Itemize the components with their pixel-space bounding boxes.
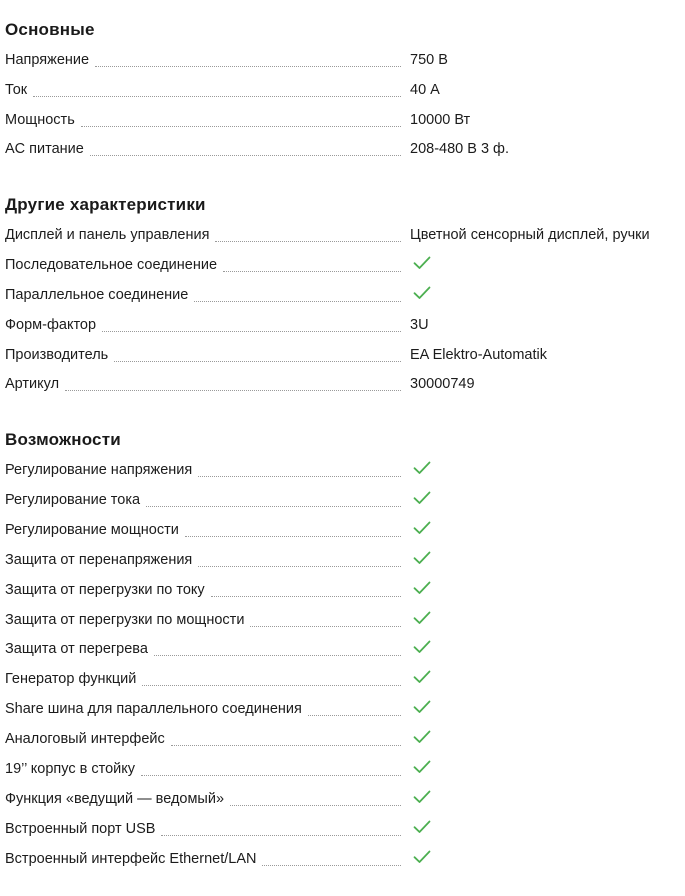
spec-row [5, 818, 680, 840]
dotted-leader [81, 126, 401, 127]
spec-label: Параллельное соединение [5, 287, 189, 303]
check-icon [413, 640, 431, 654]
dotted-leader [223, 271, 401, 272]
spec-label: AC питание [5, 141, 84, 157]
check-icon [413, 670, 431, 684]
spec-row [5, 848, 680, 870]
dotted-leader [33, 96, 401, 97]
spec-row [5, 579, 680, 601]
spec-row [5, 549, 680, 571]
spec-label: Аналоговый интерфейс [5, 731, 165, 747]
spec-value: 208-480 В 3 ф. [410, 141, 509, 157]
spec-row [5, 519, 680, 541]
spec-label: Генератор функций [5, 671, 137, 687]
check-icon [413, 790, 431, 804]
spec-label: Share шина для параллельного соединения [5, 701, 302, 717]
spec-label: Напряжение [5, 52, 90, 68]
dotted-leader [90, 155, 401, 156]
dotted-leader [171, 745, 401, 746]
spec-row [5, 109, 680, 131]
spec-row [5, 79, 680, 101]
dotted-leader [146, 506, 401, 507]
spec-row [5, 49, 680, 71]
spec-label: Регулирование напряжения [5, 462, 193, 478]
spec-value: 30000749 [410, 376, 475, 392]
dotted-leader [198, 476, 401, 477]
spec-row [5, 344, 680, 366]
section-title-other: Другие характеристики [5, 195, 206, 214]
dotted-leader [95, 66, 401, 67]
check-icon [413, 461, 431, 475]
dotted-leader [65, 390, 401, 391]
dotted-leader [161, 835, 401, 836]
dotted-leader [194, 301, 401, 302]
dotted-leader [250, 626, 401, 627]
check-icon [413, 286, 431, 300]
section-title-features: Возможности [5, 430, 121, 449]
spec-value: 3U [410, 317, 429, 333]
check-icon [413, 850, 431, 864]
spec-label: Встроенный порт USB [5, 821, 156, 837]
spec-row [5, 668, 680, 690]
dotted-leader [141, 775, 401, 776]
spec-row [5, 314, 680, 336]
spec-row [5, 698, 680, 720]
dotted-leader [154, 655, 401, 656]
dotted-leader [185, 536, 401, 537]
dotted-leader [211, 596, 401, 597]
spec-label: Защита от перегрева [5, 641, 148, 657]
spec-label: Регулирование тока [5, 492, 141, 508]
spec-label: Встроенный интерфейс Ethernet/LAN [5, 851, 257, 867]
dotted-leader [114, 361, 401, 362]
section-title-basic: Основные [5, 20, 95, 39]
spec-row [5, 254, 680, 276]
check-icon [413, 521, 431, 535]
spec-label: Производитель [5, 347, 109, 363]
spec-label: Дисплей и панель управления [5, 227, 210, 243]
spec-row [5, 638, 680, 660]
spec-value: Цветной сенсорный дисплей, ручки [410, 227, 650, 243]
spec-row [5, 284, 680, 306]
spec-value: EA Elektro-Automatik [410, 347, 547, 363]
spec-label: Форм-фактор [5, 317, 97, 333]
dotted-leader [142, 685, 401, 686]
dotted-leader [308, 715, 401, 716]
spec-label: Защита от перегрузки по мощности [5, 612, 245, 628]
dotted-leader [102, 331, 401, 332]
dotted-leader [215, 241, 401, 242]
spec-label: Мощность [5, 112, 75, 128]
spec-row [5, 788, 680, 810]
check-icon [413, 730, 431, 744]
spec-row [5, 224, 680, 246]
spec-row [5, 138, 680, 160]
dotted-leader [198, 566, 401, 567]
spec-label: Функция «ведущий — ведомый» [5, 791, 225, 807]
check-icon [413, 491, 431, 505]
spec-label: Защита от перенапряжения [5, 552, 193, 568]
spec-row [5, 758, 680, 780]
spec-label: 19’’ корпус в стойку [5, 761, 136, 777]
spec-label: Регулирование мощности [5, 522, 179, 538]
check-icon [413, 256, 431, 270]
spec-value: 10000 Вт [410, 112, 471, 128]
check-icon [413, 551, 431, 565]
spec-row [5, 489, 680, 511]
spec-value: 750 В [410, 52, 448, 68]
check-icon [413, 581, 431, 595]
spec-label: Артикул [5, 376, 60, 392]
check-icon [413, 760, 431, 774]
spec-label: Защита от перегрузки по току [5, 582, 205, 598]
spec-row [5, 728, 680, 750]
spec-value: 40 А [410, 82, 440, 98]
dotted-leader [262, 865, 401, 866]
check-icon [413, 611, 431, 625]
check-icon [413, 700, 431, 714]
dotted-leader [230, 805, 401, 806]
spec-row [5, 459, 680, 481]
spec-label: Ток [5, 82, 28, 98]
check-icon [413, 820, 431, 834]
spec-row [5, 373, 680, 395]
spec-row [5, 609, 680, 631]
spec-label: Последовательное соединение [5, 257, 218, 273]
